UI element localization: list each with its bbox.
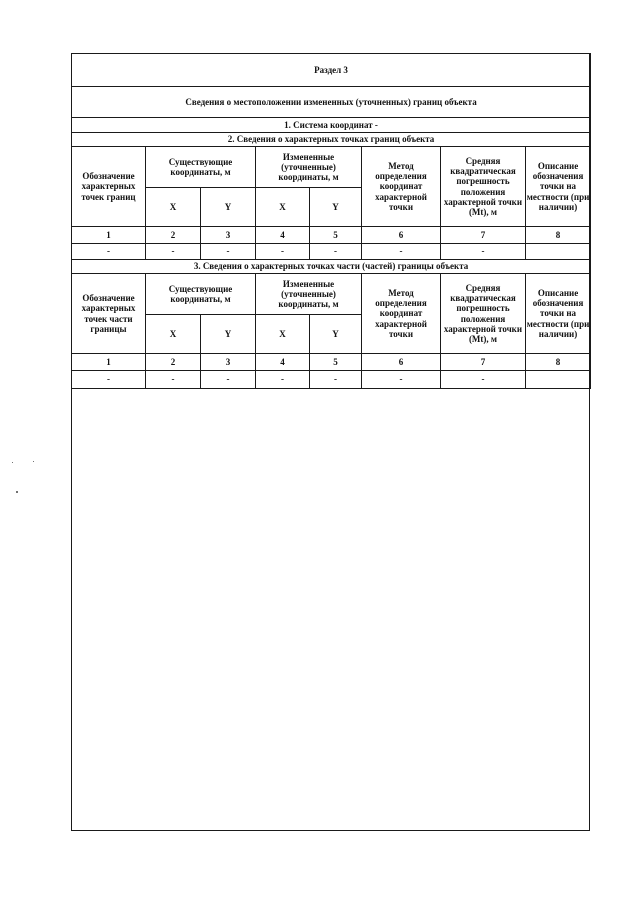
section-2-label: 2. Сведения о характерных точках границ объекта xyxy=(72,133,591,147)
t2-col-number: 7 xyxy=(441,227,526,244)
table-cell: - xyxy=(310,371,362,389)
t3-header-x-changed: X xyxy=(256,315,310,354)
t2-col-number: 2 xyxy=(146,227,201,244)
t2-number-row xyxy=(72,227,591,244)
t2-col-number: 3 xyxy=(201,227,256,244)
t2-header-changed: Измененные (уточненные) координаты, м xyxy=(256,147,362,188)
t2-header-y-existing: Y xyxy=(201,188,256,227)
t3-data-row xyxy=(72,371,591,389)
t3-header-x-existing: X xyxy=(146,315,201,354)
coordinate-system-label: 1. Система координат - xyxy=(72,118,591,133)
t2-header-point: Обозначение характерных точек границ xyxy=(72,147,146,227)
table-cell: - xyxy=(72,244,146,260)
table-cell: - xyxy=(362,371,441,389)
t2-header-method: Метод определения координат характерной точки xyxy=(362,147,441,227)
table-cell: - xyxy=(310,244,362,260)
table-cell xyxy=(526,371,591,389)
scan-speck xyxy=(12,462,13,463)
subtitle-row xyxy=(72,87,591,118)
t3-header-description: Описание обозначения точки на местности (при наличии) xyxy=(526,274,591,354)
t3-col-number: 3 xyxy=(201,354,256,371)
t3-col-number: 2 xyxy=(146,354,201,371)
title-row xyxy=(72,54,591,87)
table-cell: - xyxy=(441,244,526,260)
t3-header-changed: Измененные (уточненные) координаты, м xyxy=(256,274,362,315)
table-cell: - xyxy=(441,371,526,389)
table-cell: - xyxy=(201,371,256,389)
t3-header-y-existing: Y xyxy=(201,315,256,354)
table-cell xyxy=(526,244,591,260)
t3-header-point: Обозначение характерных точек части границы xyxy=(72,274,146,354)
boundary-table xyxy=(71,53,591,389)
t3-header-y-changed: Y xyxy=(310,315,362,354)
t2-col-number: 4 xyxy=(256,227,310,244)
scan-speck xyxy=(16,491,18,493)
page-title: Раздел 3 xyxy=(72,54,591,87)
t2-header-x-existing: X xyxy=(146,188,201,227)
t3-header-method: Метод определения координат характерной точки xyxy=(362,274,441,354)
table-cell: - xyxy=(362,244,441,260)
scan-speck xyxy=(33,461,34,462)
table-cell: - xyxy=(72,371,146,389)
t2-header-y-changed: Y xyxy=(310,188,362,227)
t3-col-number: 7 xyxy=(441,354,526,371)
table-cell: - xyxy=(256,371,310,389)
t2-data-row xyxy=(72,244,591,260)
t2-col-number: 8 xyxy=(526,227,591,244)
t3-header-existing: Существующие координаты, м xyxy=(146,274,256,315)
t3-col-number: 1 xyxy=(72,354,146,371)
t3-col-number: 5 xyxy=(310,354,362,371)
page-subtitle: Сведения о местоположении измененных (уточненных) границ объекта xyxy=(72,87,591,118)
table-cell: - xyxy=(146,371,201,389)
t2-header-x-changed: X xyxy=(256,188,310,227)
section-3-label: 3. Сведения о характерных точках части (частей) границы объекта xyxy=(72,260,591,274)
t3-number-row xyxy=(72,354,591,371)
t3-col-number: 4 xyxy=(256,354,310,371)
table-cell: - xyxy=(256,244,310,260)
t2-col-number: 5 xyxy=(310,227,362,244)
t3-header-error: Средняя квадратическая погрешность положения характерной точки (Mt), м xyxy=(441,274,526,354)
t2-col-number: 6 xyxy=(362,227,441,244)
t3-col-number: 6 xyxy=(362,354,441,371)
table-cell: - xyxy=(146,244,201,260)
t2-header-existing: Существующие координаты, м xyxy=(146,147,256,188)
t2-col-number: 1 xyxy=(72,227,146,244)
t3-col-number: 8 xyxy=(526,354,591,371)
table-cell: - xyxy=(201,244,256,260)
t2-header-description: Описание обозначения точки на местности (при наличии) xyxy=(526,147,591,227)
t2-header-error: Средняя квадратическая погрешность положения характерной точки (Mt), м xyxy=(441,147,526,227)
